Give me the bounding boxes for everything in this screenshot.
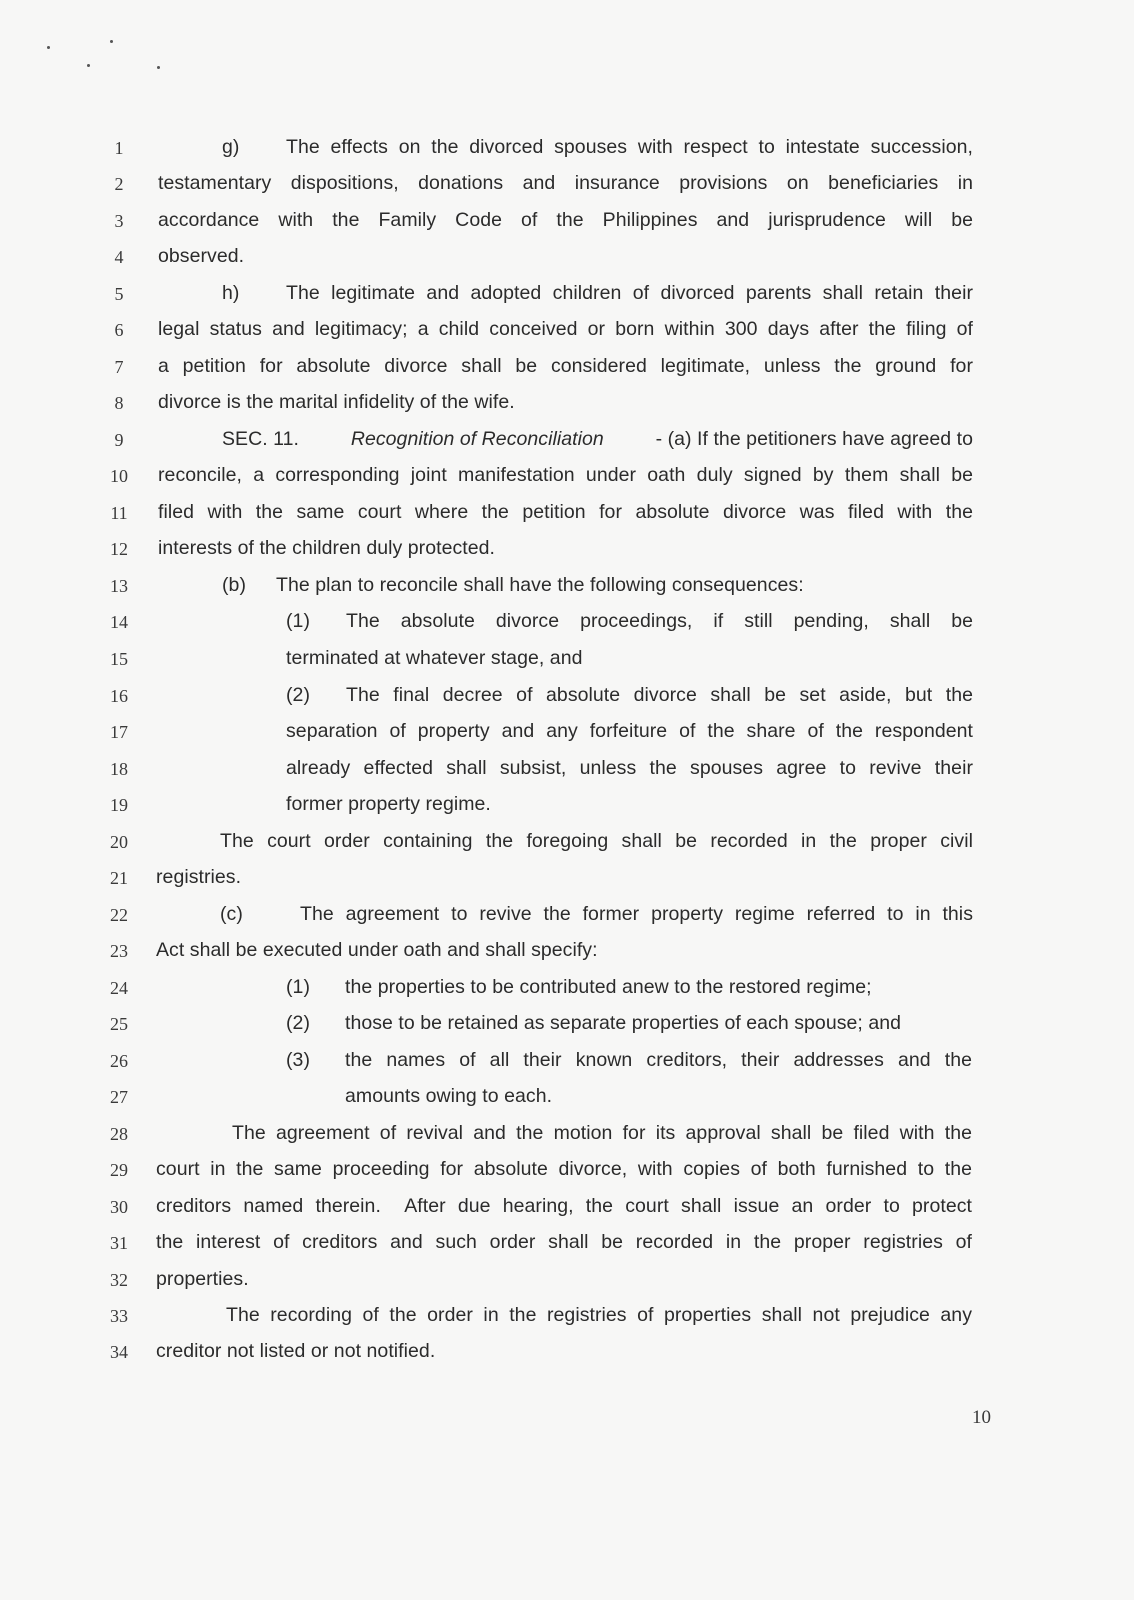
line-number: 22 <box>110 905 128 925</box>
para-c-item-3-label: (3) <box>286 1049 310 1071</box>
line-number: 18 <box>110 759 128 779</box>
para-g-label: g) <box>222 136 240 158</box>
para-g-line-2: testamentary dispositions, donations and insurance provisions on beneficiaries in <box>158 172 973 194</box>
sec-11-line-1 <box>222 428 973 450</box>
line-number: 32 <box>110 1270 128 1290</box>
para-h-line-3: a petition for absolute divorce shall be considered legitimate, unless the ground for <box>158 355 973 377</box>
para-b-item-1-line-2: terminated at whatever stage, and <box>286 647 583 669</box>
revival-line-2: court in the same proceeding for absolute divorce, with copies of both furnished to the <box>156 1158 972 1180</box>
court-order-line-1: The court order containing the foregoing shall be recorded in the proper civil <box>220 830 973 852</box>
para-c-item-1-label: (1) <box>286 976 310 998</box>
line-number: 29 <box>110 1160 128 1180</box>
line-number: 4 <box>114 247 124 267</box>
para-h-line-4: divorce is the marital infidelity of the wife. <box>158 391 515 413</box>
para-g-line-3: accordance with the Family Code of the Philippines and jurisprudence will be <box>158 209 973 231</box>
line-number: 21 <box>110 868 128 888</box>
scan-speck <box>110 40 113 43</box>
para-b-item-2-line-3: already effected shall subsist, unless the spouses agree to revive their <box>286 757 973 779</box>
revival-line-5: properties. <box>156 1268 249 1290</box>
sec-11-title: Recognition of Reconciliation <box>350 428 604 450</box>
revival-line-4: the interest of creditors and such order shall be recorded in the proper registries of <box>156 1231 972 1253</box>
revival-line-1: The agreement of revival and the motion for its approval shall be filed with the <box>232 1122 972 1144</box>
para-g-line-1: The effects on the divorced spouses with respect to intestate succession, <box>286 136 973 158</box>
line-number: 2 <box>114 174 124 194</box>
line-number: 6 <box>114 320 124 340</box>
para-c-item-1: the properties to be contributed anew to the restored regime; <box>345 976 872 998</box>
line-number: 31 <box>110 1233 128 1253</box>
scan-speck <box>157 66 160 69</box>
court-order-line-2: registries. <box>156 866 242 888</box>
line-number: 26 <box>110 1051 128 1071</box>
line-number: 10 <box>110 466 128 486</box>
line-number: 5 <box>114 284 124 304</box>
para-b-item-2-line-4: former property regime. <box>286 793 491 815</box>
line-number: 15 <box>110 649 128 669</box>
line-number: 27 <box>110 1087 128 1107</box>
page-number: 10 <box>972 1407 991 1428</box>
para-c-item-2: those to be retained as separate properties of each spouse; and <box>345 1012 902 1034</box>
line-number: 7 <box>114 357 124 377</box>
line-number: 33 <box>110 1306 128 1326</box>
scan-speck <box>47 46 50 49</box>
sec-11-line-2: reconcile, a corresponding joint manifestation under oath duly signed by them shall be <box>158 464 973 486</box>
line-number: 12 <box>110 539 128 559</box>
line-number: 19 <box>110 795 128 815</box>
recording-line-2: creditor not listed or not notified. <box>156 1340 436 1362</box>
line-number: 14 <box>110 612 128 632</box>
line-number: 9 <box>114 430 124 450</box>
para-b-item-2-line-1: The final decree of absolute divorce shall be set aside, but the <box>346 684 973 706</box>
line-number: 28 <box>110 1124 128 1144</box>
para-c-item-2-label: (2) <box>286 1012 310 1034</box>
line-number: 30 <box>110 1197 128 1217</box>
sec-11-line-3: filed with the same court where the petition for absolute divorce was filed with the <box>158 501 973 523</box>
para-h-label: h) <box>222 282 240 304</box>
para-h-line-1: The legitimate and adopted children of divorced parents shall retain their <box>286 282 973 304</box>
line-number: 23 <box>110 941 128 961</box>
sec-11-line-4: interests of the children duly protected. <box>158 537 495 559</box>
scan-speck <box>87 64 90 67</box>
para-c-label: (c) <box>220 903 243 925</box>
para-b-item-2-line-2: separation of property and any forfeiture of the share of the respondent <box>286 720 973 742</box>
para-b-item-1-line-1: The absolute divorce proceedings, if still pending, shall be <box>346 610 973 632</box>
line-number: 3 <box>114 211 124 231</box>
line-number: 24 <box>110 978 128 998</box>
recording-line-1: The recording of the order in the registries of properties shall not prejudice any <box>226 1304 972 1326</box>
sec-11-label: SEC. 11. <box>222 428 299 450</box>
line-number: 25 <box>110 1014 128 1034</box>
para-c-line-2: Act shall be executed under oath and shall specify: <box>156 939 598 961</box>
revival-line-3: creditors named therein. After due hearing, the court shall issue an order to protect <box>156 1195 972 1217</box>
line-number: 34 <box>110 1342 128 1362</box>
para-h-line-2: legal status and legitimacy; a child conceived or born within 300 days after the filing of <box>158 318 973 340</box>
line-number: 20 <box>110 832 128 852</box>
line-number: 16 <box>110 686 128 706</box>
line-number: 1 <box>114 138 124 158</box>
line-number: 17 <box>110 722 128 742</box>
para-c-item-3-line-1: the names of all their known creditors, their addresses and the <box>345 1049 972 1071</box>
line-number: 13 <box>110 576 128 596</box>
line-number: 11 <box>110 503 128 523</box>
para-b-item-1-label: (1) <box>286 610 310 632</box>
para-c-line-1: The agreement to revive the former property regime referred to in this <box>300 903 973 925</box>
para-b-item-2-label: (2) <box>286 684 310 706</box>
line-number: 8 <box>114 393 124 413</box>
para-c-item-3-line-2: amounts owing to each. <box>345 1085 553 1107</box>
sec-11-line-1-rest: - (a) If the petitioners have agreed to <box>655 428 973 450</box>
para-g-line-4: observed. <box>158 245 245 267</box>
para-b-label: (b) <box>222 574 246 596</box>
para-b-text: The plan to reconcile shall have the following consequences: <box>276 574 804 596</box>
